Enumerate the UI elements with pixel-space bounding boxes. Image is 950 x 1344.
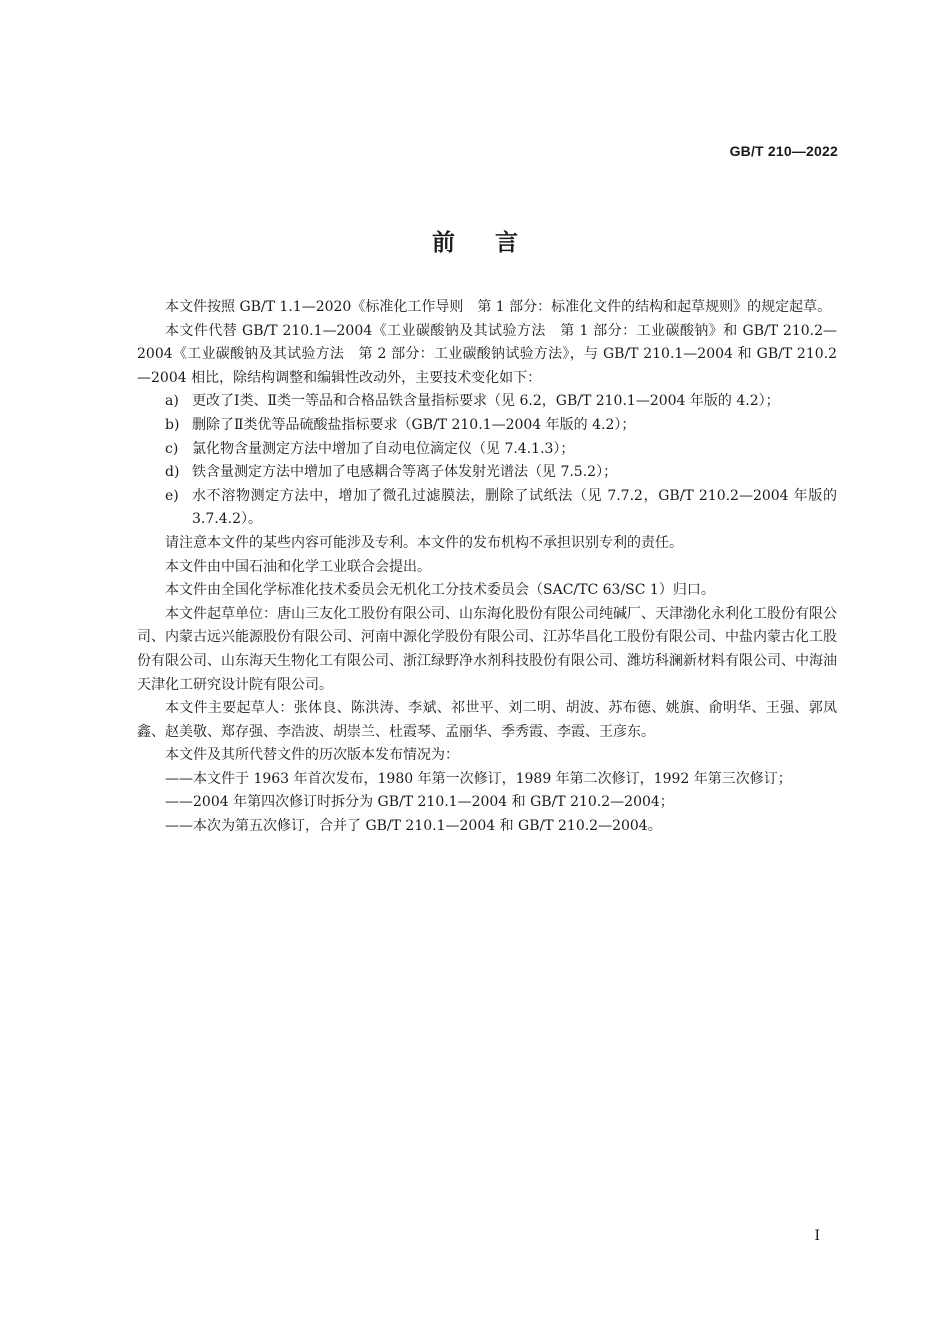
paragraph-administrator: 本文件由全国化学标准化技术委员会无机化工分技术委员会（SAC/TC 63/SC 1）归口。 <box>165 582 715 599</box>
paragraph-history-intro: 本文件及其所代替文件的历次版本发布情况为： <box>165 747 459 764</box>
foreword-body <box>137 296 837 839</box>
list-marker: b) <box>165 416 180 433</box>
standard-code: GB/T 210—2022 <box>729 143 838 159</box>
history-item: ——本文件于 1963 年首次发布，1980 年第一次修订，1989 年第二次修订，1992 年第三次修订； <box>165 770 792 787</box>
list-item-text: 更改了Ⅰ类、Ⅱ类一等品和合格品铁含量指标要求（见 6.2，GB/T 210.1—2004 年版的 4.2）； <box>192 393 780 410</box>
history-item: ——本次为第五次修订，合并了 GB/T 210.1—2004 和 GB/T 210.2—2004。 <box>165 818 662 835</box>
page-title: 前言 <box>432 230 558 256</box>
list-item <box>137 390 837 414</box>
paragraph-drafting-units: 本文件起草单位：唐山三友化工股份有限公司、山东海化股份有限公司纯碱厂、天津渤化永利化工股份有限公司、内蒙古远兴能源股份有限公司、河南中源化学股份有限公司、江苏华昌化工股份有限公司、中盐内蒙古化工股份有限公司、山东海天生物化工有限公司、浙江绿野净水剂科技股份有限公司、潍坊科澜新材料有限公司、中海油天津化工研究设计院有限公司。 <box>137 605 837 693</box>
list-item <box>137 438 837 462</box>
list-item-text: 铁含量测定方法中增加了电感耦合等离子体发射光谱法（见 7.5.2）； <box>192 464 618 481</box>
paragraph-proposer: 本文件由中国石油和化学工业联合会提出。 <box>165 558 431 575</box>
list-item <box>137 414 837 438</box>
list-marker: d) <box>165 464 180 481</box>
paragraph-drafting-rules: 本文件按照 GB/T 1.1—2020《标准化工作导则 第 1 部分：标准化文件的结构和起草规则》的规定起草。 <box>165 299 832 315</box>
list-item-text: 删除了Ⅱ类优等品硫酸盐指标要求（GB/T 210.1—2004 年版的 4.2）； <box>192 416 636 433</box>
paragraph-replacement: 本文件代替 GB/T 210.1—2004《工业碳酸钠及其试验方法 第 1 部分：工业碳酸钠》和 GB/T 210.2—2004《工业碳酸钠及其试验方法 第 2 部分：工业碳酸钠试验方法》，与 GB/T 210.1—2004 和 GB/T 210.2—2004 相比，除结构调整和编辑性改动外，主要技术变化如下： <box>137 322 837 386</box>
list-marker: e) <box>165 487 179 504</box>
list-item-text: 氯化物含量测定方法中增加了自动电位滴定仪（见 7.4.1.3）； <box>192 440 575 457</box>
list-item <box>137 485 837 532</box>
list-item-text: 水不溶物测定方法中，增加了微孔过滤膜法，删除了试纸法（见 7.7.2，GB/T 210.2—2004 年版的 3.7.4.2）。 <box>192 487 837 528</box>
history-item: ——2004 年第四次修订时拆分为 GB/T 210.1—2004 和 GB/T 210.2—2004； <box>165 794 674 811</box>
list-item <box>137 461 837 485</box>
page-number: I <box>814 1228 820 1244</box>
paragraph-drafters: 本文件主要起草人：张体良、陈洪涛、李斌、祁世平、刘二明、胡波、苏布德、姚旗、俞明华、王强、郭凤鑫、赵美敬、郑存强、李浩波、胡崇兰、杜霞琴、孟丽华、季秀霞、李霞、王彦东。 <box>137 700 837 740</box>
list-marker: c) <box>165 440 179 457</box>
paragraph-patent-notice: 请注意本文件的某些内容可能涉及专利。本文件的发布机构不承担识别专利的责任。 <box>165 534 683 551</box>
list-marker: a) <box>165 393 179 410</box>
